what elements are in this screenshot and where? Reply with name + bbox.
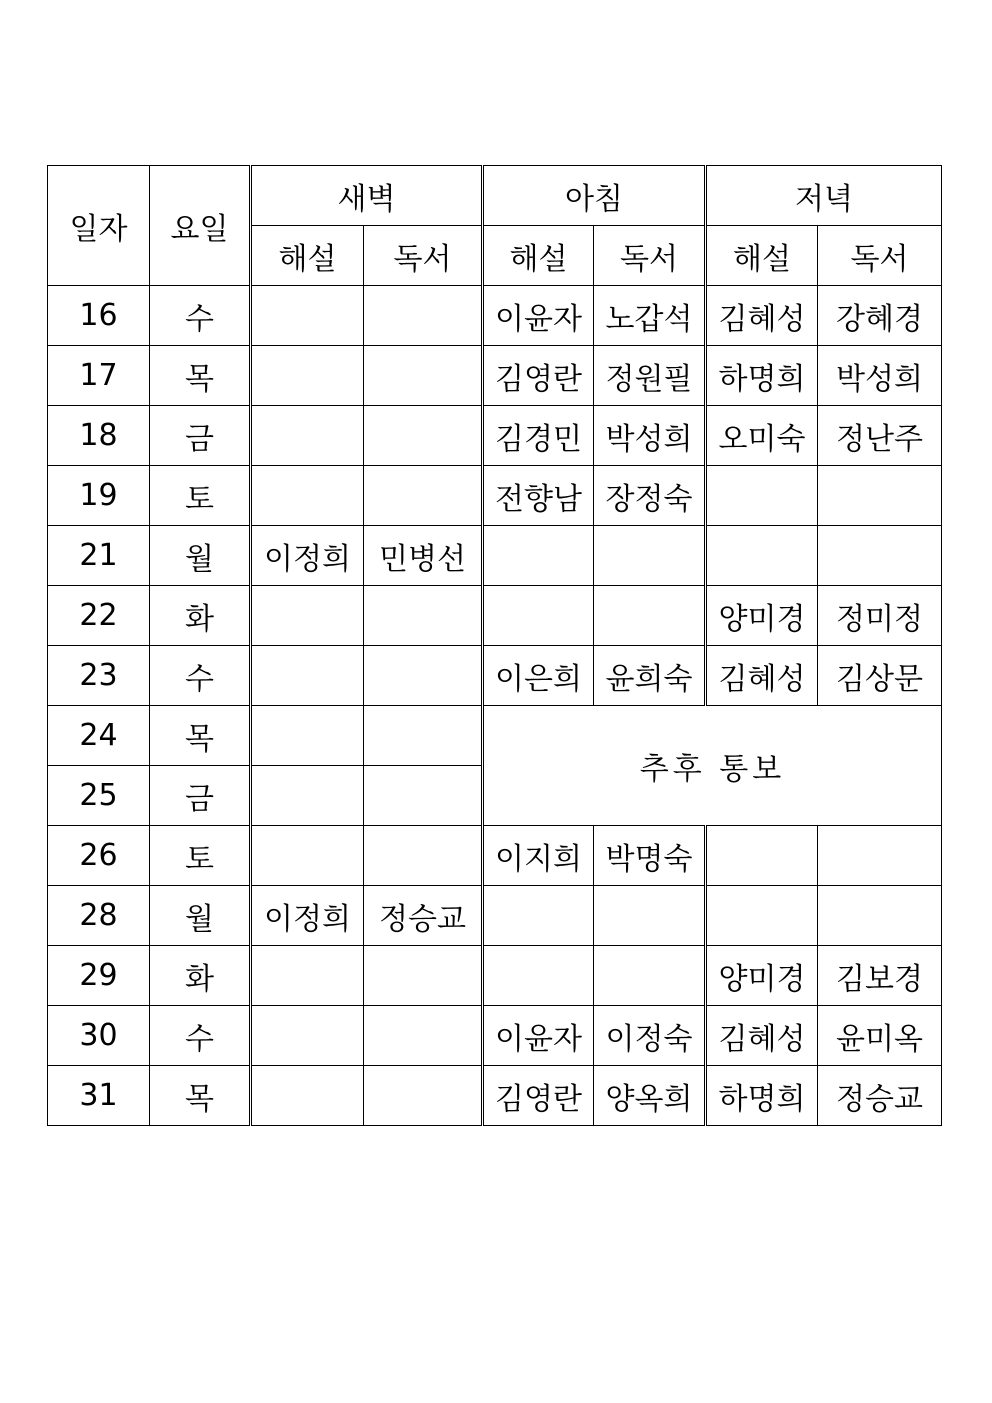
assignment-cell: 강혜경 (818, 286, 942, 346)
header-sub: 독서 (364, 226, 483, 286)
assignment-cell: 하명희 (706, 1066, 818, 1126)
assignment-cell: 정승교 (364, 886, 483, 946)
assignment-cell: 김보경 (818, 946, 942, 1006)
assignment-cell (818, 526, 942, 586)
assignment-cell (706, 526, 818, 586)
assignment-cell (251, 286, 364, 346)
date-cell: 26 (48, 826, 150, 886)
header-weekday: 요일 (150, 166, 251, 286)
assignment-cell: 김경민 (483, 406, 594, 466)
header-sub: 해설 (251, 226, 364, 286)
weekday-cell: 수 (150, 1006, 251, 1066)
assignment-cell: 정난주 (818, 406, 942, 466)
assignment-cell: 김상문 (818, 646, 942, 706)
assignment-cell (483, 886, 594, 946)
header-sub: 독서 (594, 226, 706, 286)
table-row (48, 1006, 942, 1066)
assignment-cell: 윤희숙 (594, 646, 706, 706)
header-group-morning: 아침 (483, 166, 706, 226)
assignment-cell (364, 346, 483, 406)
assignment-cell (251, 646, 364, 706)
assignment-cell (594, 586, 706, 646)
assignment-cell: 양옥희 (594, 1066, 706, 1126)
weekday-cell: 화 (150, 946, 251, 1006)
assignment-cell: 김혜성 (706, 646, 818, 706)
assignment-cell: 양미경 (706, 586, 818, 646)
date-cell: 21 (48, 526, 150, 586)
weekday-cell: 수 (150, 286, 251, 346)
assignment-cell (251, 346, 364, 406)
weekday-cell: 목 (150, 346, 251, 406)
notice-cell: 추후 통보 (483, 706, 942, 826)
assignment-cell (364, 706, 483, 766)
assignment-cell (364, 406, 483, 466)
assignment-cell (706, 886, 818, 946)
table-row (48, 406, 942, 466)
date-cell: 22 (48, 586, 150, 646)
assignment-cell (364, 1006, 483, 1066)
assignment-cell (251, 1006, 364, 1066)
assignment-cell (364, 946, 483, 1006)
assignment-cell (364, 766, 483, 826)
weekday-cell: 목 (150, 1066, 251, 1126)
table-row (48, 886, 942, 946)
weekday-cell: 월 (150, 886, 251, 946)
assignment-cell (251, 706, 364, 766)
assignment-cell: 정승교 (818, 1066, 942, 1126)
header-group-dawn: 새벽 (251, 166, 483, 226)
assignment-cell (251, 766, 364, 826)
assignment-cell (251, 826, 364, 886)
table-row (48, 286, 942, 346)
table-row (48, 1066, 942, 1126)
table-row (48, 706, 942, 766)
assignment-cell: 이윤자 (483, 1006, 594, 1066)
weekday-cell: 금 (150, 406, 251, 466)
weekday-cell: 수 (150, 646, 251, 706)
assignment-cell: 이정희 (251, 526, 364, 586)
table-row (48, 586, 942, 646)
header-sub: 해설 (706, 226, 818, 286)
assignment-cell: 박성희 (818, 346, 942, 406)
assignment-cell: 이정숙 (594, 1006, 706, 1066)
table-row (48, 346, 942, 406)
assignment-cell: 양미경 (706, 946, 818, 1006)
assignment-cell: 장정숙 (594, 466, 706, 526)
assignment-cell (483, 526, 594, 586)
date-cell: 28 (48, 886, 150, 946)
assignment-cell (251, 1066, 364, 1126)
date-cell: 31 (48, 1066, 150, 1126)
assignment-cell (818, 466, 942, 526)
assignment-cell (706, 466, 818, 526)
weekday-cell: 토 (150, 466, 251, 526)
weekday-cell: 토 (150, 826, 251, 886)
header-row-groups (48, 166, 942, 226)
assignment-cell: 전향남 (483, 466, 594, 526)
assignment-cell: 박성희 (594, 406, 706, 466)
assignment-cell (364, 646, 483, 706)
header-sub: 독서 (818, 226, 942, 286)
date-cell: 23 (48, 646, 150, 706)
header-date: 일자 (48, 166, 150, 286)
weekday-cell: 목 (150, 706, 251, 766)
assignment-cell: 윤미옥 (818, 1006, 942, 1066)
assignment-cell (251, 466, 364, 526)
assignment-cell (818, 886, 942, 946)
assignment-cell: 이윤자 (483, 286, 594, 346)
assignment-cell: 이은희 (483, 646, 594, 706)
date-cell: 18 (48, 406, 150, 466)
table-row (48, 466, 942, 526)
header-sub: 해설 (483, 226, 594, 286)
date-cell: 19 (48, 466, 150, 526)
assignment-cell: 정원필 (594, 346, 706, 406)
table-row (48, 526, 942, 586)
assignment-cell (251, 586, 364, 646)
assignment-cell (594, 526, 706, 586)
assignment-cell (706, 826, 818, 886)
weekday-cell: 화 (150, 586, 251, 646)
date-cell: 17 (48, 346, 150, 406)
weekday-cell: 금 (150, 766, 251, 826)
assignment-cell (483, 586, 594, 646)
assignment-cell (594, 946, 706, 1006)
assignment-cell (251, 946, 364, 1006)
assignment-cell (364, 466, 483, 526)
assignment-cell (251, 406, 364, 466)
assignment-cell: 김영란 (483, 1066, 594, 1126)
assignment-cell (483, 946, 594, 1006)
assignment-cell (364, 586, 483, 646)
assignment-cell: 정미정 (818, 586, 942, 646)
assignment-cell (364, 1066, 483, 1126)
header-group-evening: 저녁 (706, 166, 942, 226)
assignment-cell: 김혜성 (706, 1006, 818, 1066)
assignment-cell (364, 286, 483, 346)
date-cell: 24 (48, 706, 150, 766)
table-row (48, 646, 942, 706)
date-cell: 25 (48, 766, 150, 826)
assignment-cell: 하명희 (706, 346, 818, 406)
weekday-cell: 월 (150, 526, 251, 586)
table-row (48, 946, 942, 1006)
assignment-cell: 이지희 (483, 826, 594, 886)
date-cell: 29 (48, 946, 150, 1006)
assignment-cell (818, 826, 942, 886)
assignment-cell: 오미숙 (706, 406, 818, 466)
assignment-cell: 박명숙 (594, 826, 706, 886)
assignment-cell: 김혜성 (706, 286, 818, 346)
schedule-table (47, 165, 942, 1126)
assignment-cell: 김영란 (483, 346, 594, 406)
table-row (48, 826, 942, 886)
assignment-cell (594, 886, 706, 946)
assignment-cell: 민병선 (364, 526, 483, 586)
date-cell: 16 (48, 286, 150, 346)
date-cell: 30 (48, 1006, 150, 1066)
assignment-cell: 노갑석 (594, 286, 706, 346)
assignment-cell (364, 826, 483, 886)
assignment-cell: 이정희 (251, 886, 364, 946)
